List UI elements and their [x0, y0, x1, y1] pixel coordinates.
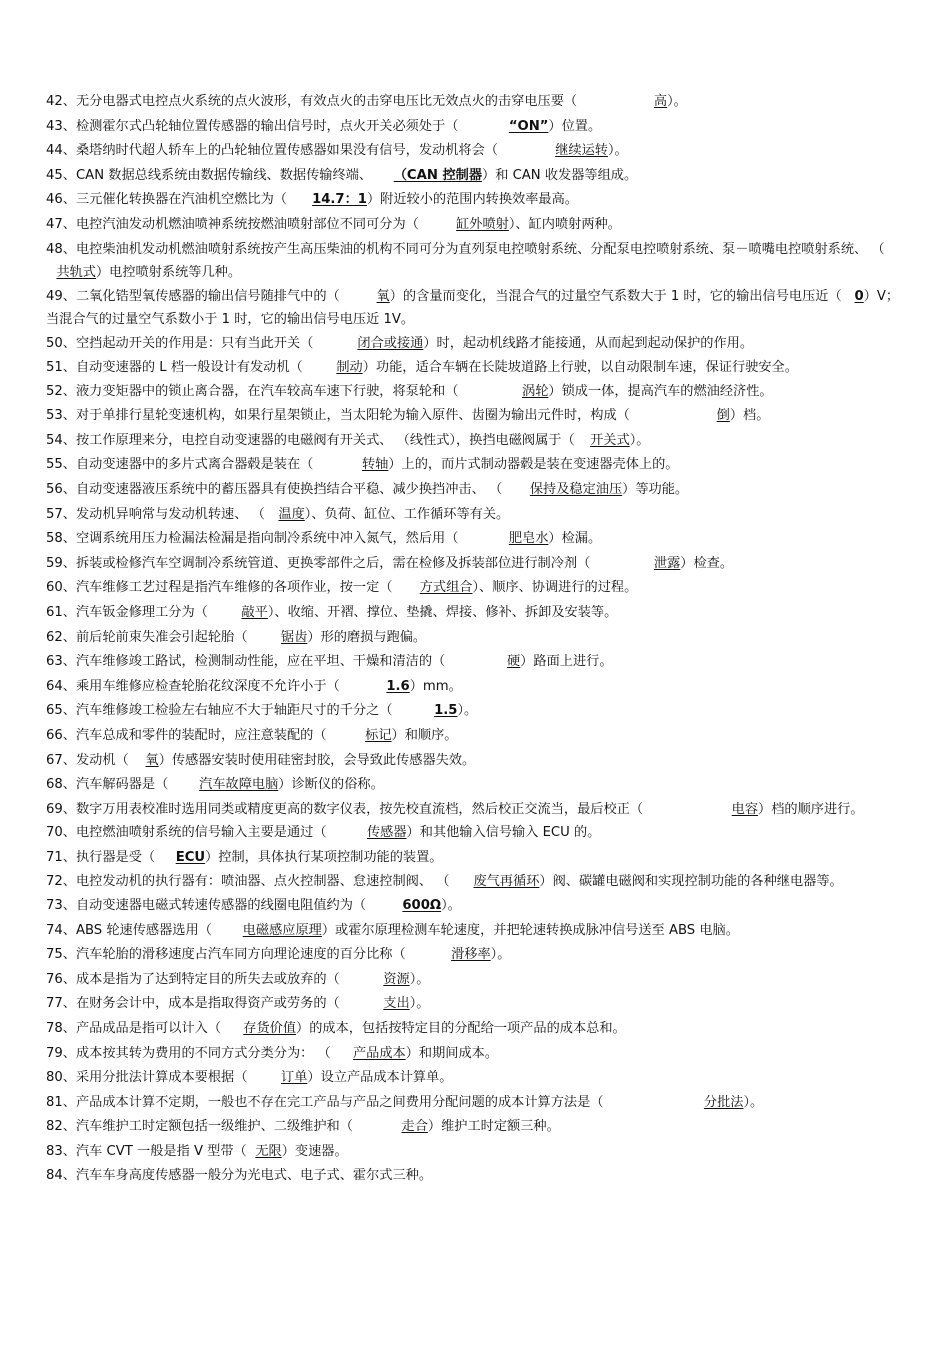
question-number: 67、: [46, 752, 76, 768]
question-text: 汽车总成和零件的装配时，应注意装配的（: [75, 727, 327, 743]
question-item: [46, 1042, 904, 1067]
question-item: [46, 164, 904, 189]
question-item: [46, 626, 904, 651]
question-text: ）上的，而片式制动器毂是装在变速器壳体上的。: [388, 457, 679, 473]
question-text: 自动变速器的 L 档一般设计有发动机（: [75, 360, 303, 376]
question-number: 49、: [46, 288, 76, 304]
question-text: ）和期间成本。: [405, 1045, 499, 1061]
question-text: 成本按其转为费用的不同方式分类分为： （: [75, 1045, 331, 1061]
answer-blank: 废气再循环: [473, 874, 540, 890]
question-text: CAN 数据总线系统由数据传输线、数据传输终端、: [75, 167, 373, 183]
answer-blank: 涡轮: [522, 383, 549, 399]
question-text: 采用分批法计算成本要根据（: [75, 1070, 248, 1086]
answer-blank: 标记: [365, 727, 392, 743]
question-number: 82、: [46, 1119, 76, 1135]
answer-blank: 存货价值: [243, 1020, 297, 1036]
question-number: 79、: [46, 1045, 76, 1061]
question-item: [46, 724, 904, 749]
question-item: [46, 846, 904, 871]
question-item: [46, 332, 904, 357]
answer-blank: 温度: [278, 506, 305, 522]
question-number: 57、: [46, 506, 76, 522]
question-number: 46、: [46, 192, 76, 208]
question-text: ABS 轮速传感器选用（: [75, 922, 212, 938]
question-item: [46, 821, 904, 846]
answer-blank: 氧: [145, 752, 159, 768]
question-text: ）V；当混合气的过量空气系数小于 1 时，它的输出信号电压近 1V。: [46, 288, 900, 328]
question-number: 53、: [46, 408, 76, 424]
answer-blank: 0: [854, 288, 864, 304]
question-number: 50、: [46, 335, 76, 351]
question-item: [46, 1091, 904, 1116]
question-number: 47、: [46, 216, 76, 232]
question-text: 电控燃油喷射系统的信号输入主要是通过（: [75, 825, 327, 841]
question-text: 电控发动机的执行器有：喷油器、点火控制器、怠速控制阀、 （: [75, 874, 450, 890]
question-text: ）时，起动机线路才能接通，从而起到起动保护的作用。: [423, 335, 754, 351]
question-item: [46, 478, 904, 503]
question-number: 56、: [46, 482, 76, 498]
answer-blank: 高: [653, 94, 668, 109]
question-text: ）。: [667, 94, 687, 109]
question-text: ）锁成一体，提高汽车的燃油经济性。: [548, 383, 773, 399]
question-item: [46, 238, 904, 285]
question-number: 44、: [46, 143, 76, 159]
question-text: ）、负荷、缸位、工作循环等有关。: [304, 506, 510, 522]
answer-blank: 产品成本: [352, 1045, 406, 1061]
question-text: 无分电器式电控点火系统的点火波形，有效点火的击穿电压比无效点火的击穿电压要（: [75, 94, 578, 109]
question-text: ）附近较小的范围内转换效率最高。: [366, 192, 578, 208]
question-number: 59、: [46, 555, 76, 571]
question-item: [46, 992, 904, 1017]
answer-blank: 继续运转: [555, 143, 608, 159]
question-text: ）功能，适合车辆在长陡坡道路上行驶，以自动限制车速，保证行驶安全。: [362, 360, 798, 376]
question-text: 汽车钣金修理工分为（: [75, 605, 208, 620]
question-text: 电控汽油发动机燃油喷神系统按燃油喷射部位不同可分为（: [75, 216, 419, 232]
answer-blank: 硬: [507, 654, 521, 670]
answer-blank: 600Ω: [402, 897, 442, 913]
question-text: 空调系统用压力检漏法检漏是指向制冷系统中冲入氮气，然后用（: [75, 531, 459, 547]
question-text: ）档的顺序进行。: [758, 801, 864, 817]
question-item: [46, 429, 904, 454]
question-text: 对于单排行星轮变速机构，如果行星架锁止，当太阳轮为输入原件、齿圈为输出元件时，构成（: [75, 408, 630, 424]
answer-blank: 电磁感应原理: [242, 922, 322, 938]
question-text: 液力变矩器中的锁止离合器，在汽车较高车速下行驶，将泵轮和（: [75, 383, 459, 399]
question-text: ）。: [607, 143, 628, 159]
question-number: 48、: [46, 241, 76, 257]
question-item: [46, 139, 904, 164]
question-item: [46, 503, 904, 528]
question-text: ）。: [743, 1094, 764, 1110]
question-text: ）维护工时定额三种。: [427, 1119, 560, 1135]
question-text: ）、缸内喷射两种。: [508, 216, 621, 232]
question-text: ）设立产品成本计算单。: [307, 1070, 453, 1086]
question-item: [46, 919, 904, 944]
answer-blank: 制动: [336, 360, 363, 376]
question-text: 数字万用表校准时选用同类或精度更高的数字仪表，按先校直流档，然后校正交流当，最后校正（: [75, 801, 644, 817]
question-item: [46, 115, 904, 140]
question-number: 74、: [46, 922, 76, 938]
question-number: 52、: [46, 383, 76, 399]
question-number: 84、: [46, 1168, 76, 1184]
question-item: [46, 356, 904, 380]
question-text: 自动变速器电磁式转速传感器的线圈电阻值约为（: [75, 897, 367, 913]
question-text: 按工作原理来分，电控自动变速器的电磁阀有开关式、 （线性式），换挡电磁阀属于（: [75, 432, 575, 448]
question-text: ）等功能。: [622, 482, 689, 498]
question-item: [46, 943, 904, 968]
answer-blank: 订单: [281, 1070, 308, 1086]
question-text: 前后轮前束失准会引起轮胎（: [75, 629, 248, 645]
question-text: 自动变速器中的多片式离合器毂是装在（: [75, 457, 314, 473]
question-item: [46, 870, 904, 894]
answer-blank: 敲平: [241, 605, 268, 620]
question-text: ）电控喷射系统等几种。: [96, 265, 242, 281]
question-number: 83、: [46, 1143, 76, 1159]
question-item: [46, 675, 904, 700]
answer-blank: 14.7：1: [312, 192, 367, 208]
answer-blank: 泄露: [653, 555, 681, 571]
question-text: 汽车轮胎的滑移速度占汽车同方向理论速度的百分比称（: [75, 947, 406, 963]
question-number: 78、: [46, 1020, 76, 1036]
answer-blank: 氧: [376, 288, 390, 304]
question-number: 77、: [46, 996, 76, 1012]
question-item: [46, 213, 904, 238]
question-number: 63、: [46, 654, 76, 670]
question-number: 64、: [46, 678, 76, 694]
question-number: 54、: [46, 432, 76, 448]
question-text: ）。: [629, 432, 650, 448]
question-item: [46, 650, 904, 675]
question-item: [46, 749, 904, 774]
answer-blank: ECU: [175, 849, 206, 865]
question-text: 乘用车维修应检查轮胎花纹深度不允许小于（: [75, 678, 340, 694]
question-text: 空挡起动开关的作用是：只有当此开关（: [75, 335, 314, 351]
question-number: 69、: [46, 801, 76, 817]
question-text: ）位置。: [548, 118, 602, 134]
question-text: 汽车维修工艺过程是指汽车维修的各项作业，按一定（: [75, 580, 393, 596]
question-number: 62、: [46, 629, 76, 645]
question-text: 汽车解码器是（: [75, 777, 169, 793]
question-item: [46, 1066, 904, 1091]
question-item: [46, 1115, 904, 1140]
question-text: ）检漏。: [548, 531, 602, 547]
question-number: 76、: [46, 971, 76, 987]
answer-blank: 保持及稳定油压: [529, 482, 623, 498]
question-item: [46, 527, 904, 552]
question-item: [46, 1164, 904, 1189]
question-number: 61、: [46, 605, 76, 620]
question-text: ）路面上进行。: [520, 654, 613, 670]
answer-blank: 走合: [401, 1119, 428, 1135]
question-text: ）或霍尔原理检测车轮速度，并把轮速转换成脉冲信号送至 ABS 电脑。: [321, 922, 739, 938]
answer-blank: 转轴: [361, 457, 389, 473]
answer-blank: 滑移率: [451, 947, 491, 963]
question-text: ）档。: [729, 408, 770, 424]
question-number: 55、: [46, 457, 76, 473]
question-text: 汽车维修竣工路试，检测制动性能，应在平坦、干燥和清洁的（: [75, 654, 446, 670]
question-text: ）变速器。: [281, 1143, 348, 1159]
question-number: 51、: [46, 360, 76, 376]
question-item: [46, 601, 904, 626]
question-number: 58、: [46, 531, 76, 547]
question-text: ）的成本，包括按特定目的分配给一项产品的成本总和。: [296, 1020, 626, 1036]
answer-blank: 电容: [731, 801, 759, 817]
question-text: ）、顺序、协调进行的过程。: [472, 580, 638, 596]
question-number: 42、: [46, 94, 76, 109]
answer-blank: 开关式: [590, 432, 630, 448]
answer-blank: 闭合或接通: [357, 335, 424, 351]
answer-blank: 1.5: [434, 703, 458, 719]
question-item: [46, 404, 904, 429]
question-text: ）阀、碳罐电磁阀和实现控制功能的各种继电器等。: [539, 874, 843, 890]
question-item: [46, 380, 904, 405]
answer-blank: 分批法: [703, 1094, 744, 1110]
question-text: ）诊断仪的俗称。: [278, 777, 384, 793]
question-number: 43、: [46, 118, 76, 134]
question-text: 桑塔纳时代超人轿车上的凸轮轴位置传感器如果没有信号，发动机将会（: [75, 143, 498, 159]
question-text: ）、收缩、开褶、撑位、垫撬、焊接、修补、拆卸及安装等。: [267, 605, 618, 620]
answer-blank: “ON”: [508, 118, 549, 134]
question-text: ）。: [441, 897, 461, 913]
question-item: [46, 285, 904, 332]
question-text: 汽车 CVT 一般是指 V 型带（: [75, 1143, 247, 1159]
question-number: 72、: [46, 874, 76, 890]
question-text: 自动变速器液压系统中的蓄压器具有使换挡结合平稳、减少换挡冲击、 （: [75, 482, 503, 498]
answer-blank: 无限: [255, 1143, 282, 1159]
question-text: 发动机异响常与发动机转速、 （: [75, 506, 265, 522]
question-number: 71、: [46, 849, 76, 865]
question-text: ）和顺序。: [391, 727, 458, 743]
question-number: 73、: [46, 897, 76, 913]
question-text: 拆装或检修汽车空调制冷系统管道、更换零部件之后，需在检修及拆装部位进行制冷剂（: [75, 555, 591, 571]
question-item: [46, 576, 904, 601]
question-text: 在财务会计中，成本是指取得资产或劳务的（: [75, 996, 340, 1012]
question-number: 68、: [46, 777, 76, 793]
answer-blank: （CAN 控制器: [393, 167, 483, 183]
answer-blank: 缸外喷射: [456, 216, 509, 232]
answer-blank: 支出: [383, 996, 410, 1012]
question-item: [46, 1140, 904, 1165]
answer-blank: 肥皂水: [508, 531, 549, 547]
question-text: 汽车维护工时定额包括一级维护、二级维护和（: [75, 1119, 353, 1135]
question-item: [46, 453, 904, 478]
question-text: 汽车车身高度传感器一般分为光电式、电子式、霍尔式三种。: [75, 1168, 433, 1184]
question-item: [46, 894, 904, 919]
question-number: 45、: [46, 167, 76, 183]
question-number: 81、: [46, 1094, 76, 1110]
question-text: 成本是指为了达到特定目的所失去或放弃的（: [75, 971, 340, 987]
question-text: 产品成品是指可以计入（: [75, 1020, 222, 1036]
question-number: 60、: [46, 580, 76, 596]
question-number: 66、: [46, 727, 76, 743]
question-text: ）和 CAN 收发器等组成。: [482, 167, 638, 183]
question-item: [46, 188, 904, 213]
question-item: [46, 552, 904, 577]
question-text: ）。: [409, 971, 430, 987]
question-text: 检测霍尔式凸轮轴位置传感器的输出信号时，点火开关必须处于（: [75, 118, 459, 134]
question-list: [46, 90, 904, 1189]
question-number: 75、: [46, 947, 76, 963]
question-text: ）。: [457, 703, 478, 719]
question-text: 电控柴油机发动机燃油喷射系统按产生高压柴油的机构不同可分为直列泵电控喷射系统、分配泵电控喷射系统、泵－喷嘴电控喷射系统、 （: [75, 241, 885, 257]
question-text: ）控制，具体执行某项控制功能的装置。: [205, 849, 443, 865]
question-number: 70、: [46, 825, 76, 841]
question-text: ）检查。: [680, 555, 734, 571]
question-item: [46, 968, 904, 993]
question-text: 三元催化转换器在汽油机空燃比为（: [75, 192, 287, 208]
question-text: 二氧化锆型氧传感器的输出信号随排气中的（: [75, 288, 340, 304]
question-item: [46, 773, 904, 798]
question-item: [46, 1017, 904, 1042]
question-item: [46, 90, 904, 115]
question-text: 汽车维修竣工检验左右轴应不大于轴距尺寸的千分之（: [75, 703, 393, 719]
answer-blank: 倒: [716, 408, 730, 424]
question-text: ）mm。: [409, 678, 462, 694]
answer-blank: 传感器: [366, 825, 407, 841]
question-text: ）。: [490, 947, 511, 963]
question-item: [46, 798, 904, 822]
question-number: 65、: [46, 703, 76, 719]
question-item: [46, 699, 904, 724]
question-text: ）形的磨损与跑偏。: [307, 629, 427, 645]
question-text: 执行器是受（: [75, 849, 156, 865]
question-text: ）。: [409, 996, 430, 1012]
answer-blank: 资源: [383, 971, 410, 987]
answer-blank: 锯齿: [281, 629, 308, 645]
answer-blank: 方式组合: [419, 580, 473, 596]
question-number: 80、: [46, 1070, 76, 1086]
question-text: 发动机（: [75, 752, 129, 768]
question-text: ）传感器安装时使用硅密封胶，会导致此传感器失效。: [158, 752, 476, 768]
answer-blank: 汽车故障电脑: [199, 777, 279, 793]
answer-blank: 共轨式: [56, 265, 96, 281]
question-text: 产品成本计算不定期，一般也不存在完工产品与产品之间费用分配问题的成本计算方法是（: [75, 1094, 604, 1110]
question-text: ）的含量而变化，当混合气的过量空气系数大于 1 时，它的输出信号电压近（: [389, 288, 842, 304]
question-text: ）和其他输入信号输入 ECU 的。: [406, 825, 601, 841]
answer-blank: 1.6: [386, 678, 410, 694]
